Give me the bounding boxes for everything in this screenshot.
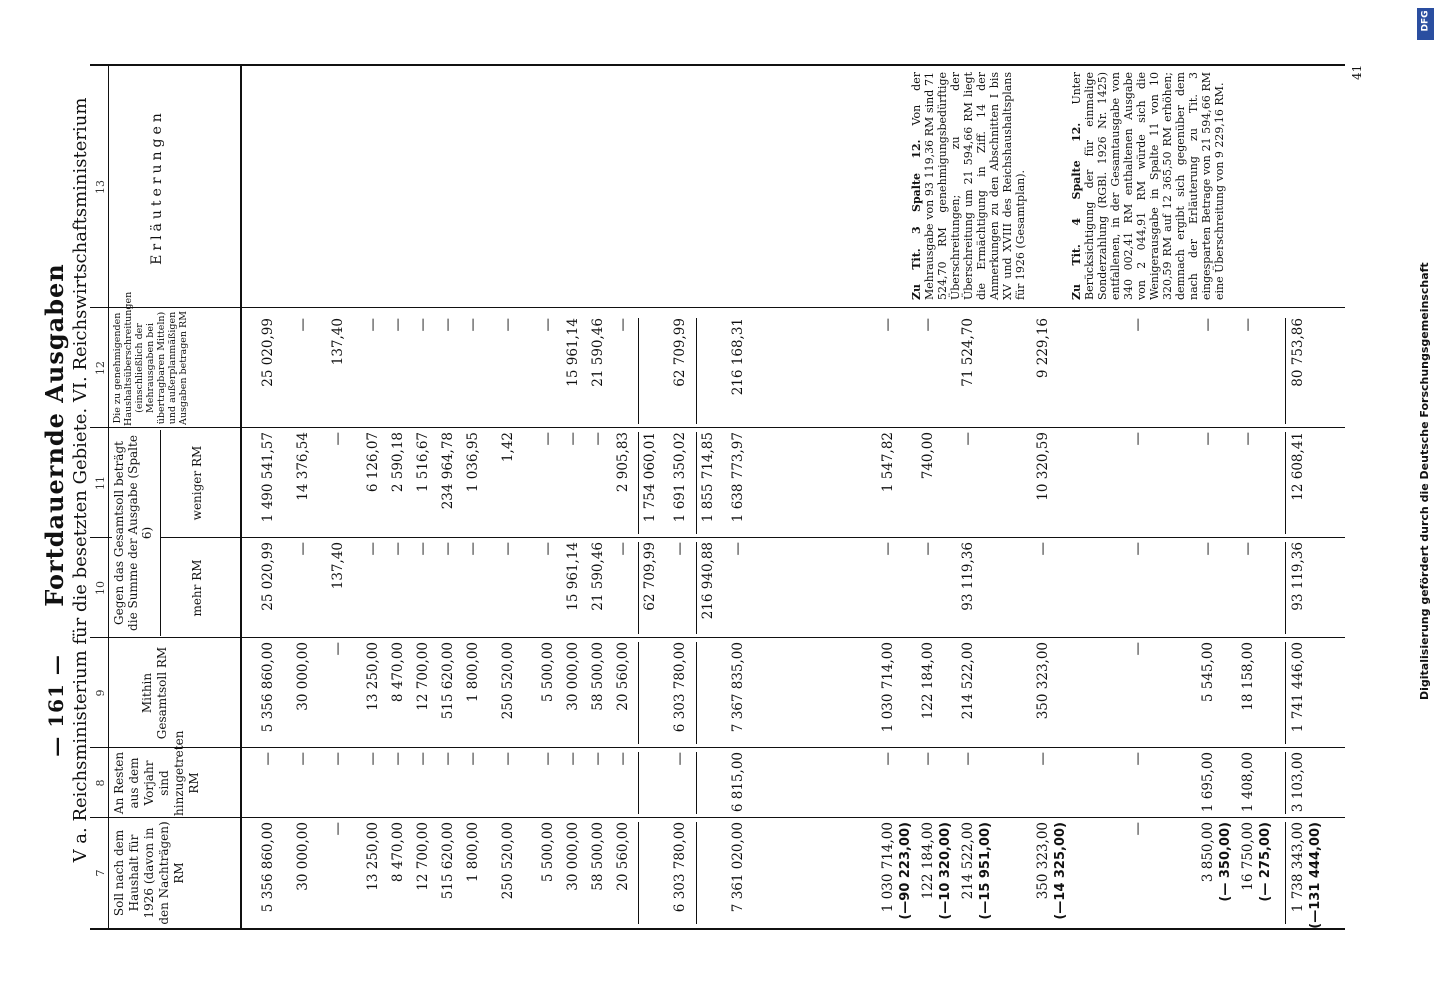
cell-c8: — xyxy=(260,752,276,766)
sum-rule xyxy=(638,432,639,534)
cell-c7: 1 030 714,00 xyxy=(880,822,896,913)
cell-c8: — xyxy=(465,752,481,766)
sum-rule xyxy=(696,822,697,924)
cell-c10: — xyxy=(615,542,631,556)
sum-rule xyxy=(638,752,639,814)
cell-c7: — xyxy=(330,822,346,836)
column-8 xyxy=(90,730,1345,818)
cell-c7: (—14 325,00) xyxy=(1053,822,1068,920)
column-header: mehr RM xyxy=(190,559,204,617)
cell-c7: 214 522,00 xyxy=(960,822,976,900)
cell-c10: — xyxy=(1200,542,1216,556)
cell-c8: 1 695,00 xyxy=(1200,752,1216,813)
cell-c12: — xyxy=(880,318,896,332)
sum-rule xyxy=(638,318,639,424)
cell-c10: — xyxy=(500,542,516,556)
cell-c10: — xyxy=(540,542,556,556)
cell-c9: 8 470,00 xyxy=(390,642,406,703)
cell-c7: 7 361 020,00 xyxy=(730,822,746,913)
group-header: Gegen das Gesamtsoll beträgt die Summe der Ausgabe (Spalte 6) xyxy=(112,430,161,636)
dfg-logo xyxy=(1417,8,1434,40)
cell-c7: 5 500,00 xyxy=(540,822,556,883)
sum-rule xyxy=(1285,822,1286,924)
cell-c12: — xyxy=(295,318,311,332)
cell-c8: — xyxy=(365,752,381,766)
cell-c9: 214 522,00 xyxy=(960,642,976,720)
sum-rule xyxy=(1285,752,1286,814)
cell-c7: (—131 444,00) xyxy=(1308,822,1323,929)
dfg-logo-text: DFG xyxy=(1420,10,1431,32)
column-number: 11 xyxy=(94,476,107,490)
budget-table xyxy=(90,64,1345,930)
cell-c11: 12 608,41 xyxy=(1290,432,1306,501)
sum-rule xyxy=(696,432,697,534)
cell-c7: 58 500,00 xyxy=(590,822,606,891)
cell-c12: — xyxy=(1240,318,1256,332)
cell-c10: — xyxy=(672,542,688,556)
cell-c11: 2 905,83 xyxy=(615,432,631,493)
cell-c9: 5 545,00 xyxy=(1200,642,1216,703)
cell-c12: — xyxy=(465,318,481,332)
cell-c7: 1 738 343,00 xyxy=(1290,822,1306,913)
digitization-credit xyxy=(1416,0,1434,1000)
cell-c9: — xyxy=(330,642,346,656)
note-text: Unter Berücksichtigung der für einmalige Sonderzahlung (RGBl. 1926 Nr. 1425) entfallenen, in der Gesamtausgabe von 340 002,41 RM enthaltenen Ausgabe von 2 044,91 RM würde sich die Wenigerausgabe in Spalte 11 von 10 320,59 RM auf 12 365,50 RM erhöhen; demnach ergibt sich gegenüber dem nach der Erläuterung zu Tit. 3 eingesparten Betrage von 21 594,66 RM eine Überschreitung von 9 229,16 RM. xyxy=(1070,72,1226,300)
cell-c11: — xyxy=(590,432,606,446)
cell-c8: — xyxy=(1035,752,1051,766)
note-lead: Zu Tit. 3 Spalte 12. xyxy=(910,139,923,300)
cell-c9: 13 250,00 xyxy=(365,642,381,711)
cell-c11: 2 590,18 xyxy=(390,432,406,493)
cell-c12: — xyxy=(920,318,936,332)
note-2 xyxy=(1070,72,1226,300)
cell-c10: 21 590,46 xyxy=(590,542,606,611)
cell-c12: 216 168,31 xyxy=(730,318,746,396)
cell-c9: 58 500,00 xyxy=(590,642,606,711)
column-number: 7 xyxy=(94,869,107,877)
cell-c11: 10 320,59 xyxy=(1035,432,1051,501)
cell-c10: 25 020,99 xyxy=(260,542,276,611)
page-subtitle: V a. Reichsministerium für die besetzten Gebiete. VI. Reichswirtschaftsministerium xyxy=(70,97,91,863)
column-number: 13 xyxy=(94,180,107,194)
cell-c12: 71 524,70 xyxy=(960,318,976,387)
cell-c9: 30 000,00 xyxy=(295,642,311,711)
column-header: An Resten aus dem Vorjahr sind hinzugetreten RM xyxy=(112,730,201,816)
cell-c11: — xyxy=(330,432,346,446)
cell-c7: 13 250,00 xyxy=(365,822,381,891)
cell-c11: 234 964,78 xyxy=(440,432,456,510)
page-number: — 161 — xyxy=(44,654,68,757)
cell-c10: — xyxy=(465,542,481,556)
cell-c8: 3 103,00 xyxy=(1290,752,1306,813)
cell-c7: 6 303 780,00 xyxy=(672,822,688,913)
column-9 xyxy=(90,637,1345,748)
cell-c11: 1 516,67 xyxy=(415,432,431,493)
cell-c8: 1 408,00 xyxy=(1240,752,1256,813)
cell-c7: — xyxy=(1130,822,1146,836)
cell-c7: 3 850,00 xyxy=(1200,822,1216,883)
cell-c8: — xyxy=(540,752,556,766)
cell-c10: — xyxy=(365,542,381,556)
cell-c7: (—10 320,00) xyxy=(938,822,953,920)
cell-c8: — xyxy=(672,752,688,766)
cell-c8: — xyxy=(500,752,516,766)
cell-c12: 62 709,99 xyxy=(672,318,688,387)
cell-c11: 740,00 xyxy=(920,432,936,480)
cell-c7: 122 184,00 xyxy=(920,822,936,900)
cell-c11: 1 490 541,57 xyxy=(260,432,276,523)
cell-c10: — xyxy=(1130,542,1146,556)
cell-c12: — xyxy=(540,318,556,332)
sum-rule xyxy=(696,752,697,814)
column-header: Mithin Gesamtsoll RM xyxy=(140,646,169,740)
cell-c12: — xyxy=(500,318,516,332)
cell-c9: 250 520,00 xyxy=(500,642,516,720)
cell-c7: 8 470,00 xyxy=(390,822,406,883)
cell-c7: 20 560,00 xyxy=(615,822,631,891)
cell-c12: — xyxy=(415,318,431,332)
sum-rule xyxy=(638,822,639,924)
cell-c9: 5 500,00 xyxy=(540,642,556,703)
cell-c10: — xyxy=(390,542,406,556)
cell-c11: 1 547,82 xyxy=(880,432,896,493)
cell-c10: 93 119,36 xyxy=(960,542,976,611)
cell-c11: — xyxy=(1130,432,1146,446)
credit-text: Digitalisierung gefördert durch die Deutsche Forschungsgemeinschaft xyxy=(1418,262,1431,700)
cell-c10: 137,40 xyxy=(330,542,346,590)
column-number: 12 xyxy=(94,361,107,375)
cell-c12: — xyxy=(440,318,456,332)
cell-c10: — xyxy=(415,542,431,556)
cell-c11: 1 855 714,85 xyxy=(700,432,716,523)
cell-c7: (—15 951,00) xyxy=(978,822,993,920)
cell-c10: — xyxy=(920,542,936,556)
cell-c7: 515 620,00 xyxy=(440,822,456,900)
sum-rule xyxy=(638,642,639,744)
cell-c11: 1 036,95 xyxy=(465,432,481,493)
column-10 xyxy=(90,537,1345,638)
cell-c9: 1 741 446,00 xyxy=(1290,642,1306,733)
note-text: Von der Mehrausgabe von 93 119,36 RM sind 71 524,70 RM genehmigungsbedürftige Überschreitungen; zu der Überschreitung um 21 594,66 RM liegt die Ermächtigung in Ziff. 14 der Anmerkungen zu den Abschnitten I bis XV und XVIII des Reichshaushaltsplans für 1926 (Gesamtplan). xyxy=(910,72,1027,300)
sum-rule xyxy=(696,642,697,744)
cell-c8: — xyxy=(920,752,936,766)
cell-c12: — xyxy=(365,318,381,332)
cell-c9: 122 184,00 xyxy=(920,642,936,720)
cell-c7: (—90 223,00) xyxy=(898,822,913,920)
cell-c11: 1 691 350,02 xyxy=(672,432,688,523)
cell-c10: — xyxy=(730,542,746,556)
cell-c11: — xyxy=(960,432,976,446)
cell-c11: 1,42 xyxy=(500,432,516,463)
cell-c11: 14 376,54 xyxy=(295,432,311,501)
column-header: Die zu genehmigenden Haushaltsüberschreitungen (einschließlich der Mehrausgaben bei übertragbaren Mitteln) und außerplanmäßigen Ausgaben betragen RM xyxy=(112,291,189,426)
cell-c12: 80 753,86 xyxy=(1290,318,1306,387)
cell-c11: 6 126,07 xyxy=(365,432,381,493)
page-footer-number: 41 xyxy=(1350,64,1364,80)
cell-c7: 1 800,00 xyxy=(465,822,481,883)
cell-c7: 16 750,00 xyxy=(1240,822,1256,891)
cell-c7: 250 520,00 xyxy=(500,822,516,900)
cell-c9: 20 560,00 xyxy=(615,642,631,711)
cell-c12: — xyxy=(1200,318,1216,332)
column-header: Soll nach dem Haushalt für 1926 (davon in den Nachträgen) RM xyxy=(112,821,186,925)
cell-c11: — xyxy=(540,432,556,446)
sum-rule xyxy=(1285,542,1286,634)
cell-c7: (— 350,00) xyxy=(1218,822,1233,902)
cell-c10: — xyxy=(1035,542,1051,556)
cell-c10: 62 709,99 xyxy=(642,542,658,611)
cell-c7: 30 000,00 xyxy=(295,822,311,891)
cell-c11: — xyxy=(1240,432,1256,446)
column-header: weniger RM xyxy=(190,445,204,521)
cell-c9: — xyxy=(1130,642,1146,656)
cell-c9: 12 700,00 xyxy=(415,642,431,711)
cell-c11: 1 754 060,01 xyxy=(642,432,658,523)
cell-c8: — xyxy=(960,752,976,766)
cell-c8: — xyxy=(330,752,346,766)
column-header: Erläuterungen xyxy=(149,109,165,265)
cell-c12: — xyxy=(615,318,631,332)
cell-c9: 30 000,00 xyxy=(565,642,581,711)
cell-c8: — xyxy=(415,752,431,766)
cell-c7: 30 000,00 xyxy=(565,822,581,891)
cell-c11: — xyxy=(1200,432,1216,446)
cell-c10: 216 940,88 xyxy=(700,542,716,620)
cell-c8: — xyxy=(1130,752,1146,766)
cell-c9: 5 356 860,00 xyxy=(260,642,276,733)
cell-c9: 6 303 780,00 xyxy=(672,642,688,733)
cell-c7: 350 323,00 xyxy=(1035,822,1051,900)
sum-rule xyxy=(696,318,697,424)
cell-c9: 1 800,00 xyxy=(465,642,481,703)
cell-c12: 21 590,46 xyxy=(590,318,606,387)
cell-c12: — xyxy=(390,318,406,332)
cell-c8: 6 815,00 xyxy=(730,752,746,813)
cell-c8: — xyxy=(440,752,456,766)
sum-rule xyxy=(638,542,639,634)
sum-rule xyxy=(1285,432,1286,534)
cell-c10: 15 961,14 xyxy=(565,542,581,611)
cell-c7: 12 700,00 xyxy=(415,822,431,891)
page-title: Fortdauernde Ausgaben xyxy=(40,263,69,607)
column-number: 10 xyxy=(94,581,107,595)
cell-c7: (— 275,00) xyxy=(1258,822,1273,902)
page-header xyxy=(40,130,69,890)
cell-c8: — xyxy=(615,752,631,766)
cell-c8: — xyxy=(390,752,406,766)
cell-c9: 350 323,00 xyxy=(1035,642,1051,720)
cell-c7: 5 356 860,00 xyxy=(260,822,276,913)
cell-c12: 137,40 xyxy=(330,318,346,366)
cell-c12: — xyxy=(1130,318,1146,332)
sum-rule xyxy=(1285,642,1286,744)
cell-c10: 93 119,36 xyxy=(1290,542,1306,611)
cell-c9: 1 030 714,00 xyxy=(880,642,896,733)
column-11 xyxy=(90,427,1345,538)
cell-c9: 7 367 835,00 xyxy=(730,642,746,733)
column-7 xyxy=(90,817,1345,928)
cell-c12: 25 020,99 xyxy=(260,318,276,387)
cell-c8: — xyxy=(565,752,581,766)
cell-c8: — xyxy=(590,752,606,766)
column-12 xyxy=(90,291,1345,428)
cell-c10: — xyxy=(1240,542,1256,556)
sum-rule xyxy=(1285,318,1286,424)
cell-c10: — xyxy=(440,542,456,556)
sum-rule xyxy=(696,542,697,634)
cell-c10: — xyxy=(295,542,311,556)
cell-c10: — xyxy=(880,542,896,556)
cell-c9: 515 620,00 xyxy=(440,642,456,720)
column-number: 9 xyxy=(94,689,107,697)
cell-c8: — xyxy=(295,752,311,766)
cell-c11: 1 638 773,97 xyxy=(730,432,746,523)
cell-c12: 9 229,16 xyxy=(1035,318,1051,379)
cell-c11: — xyxy=(565,432,581,446)
cell-c12: 15 961,14 xyxy=(565,318,581,387)
column-number: 8 xyxy=(94,779,107,787)
note-1 xyxy=(910,72,1027,300)
note-lead: Zu Tit. 4 Spalte 12. xyxy=(1070,122,1083,300)
cell-c9: 18 158,00 xyxy=(1240,642,1256,711)
cell-c8: — xyxy=(880,752,896,766)
